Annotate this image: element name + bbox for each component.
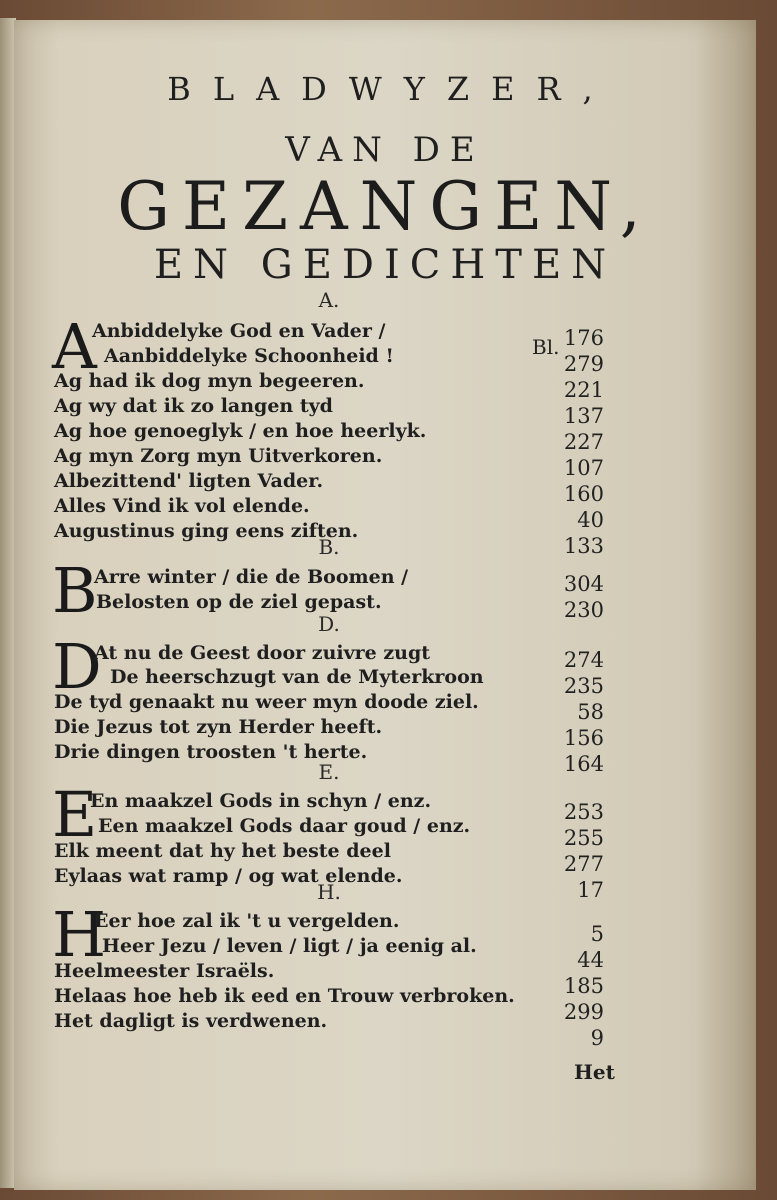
index-entry: Augustinus ging eens ziften. xyxy=(54,520,359,542)
page-number: 5 xyxy=(590,922,604,946)
page-number: 17 xyxy=(577,878,604,902)
index-entry: Ag myn Zorg myn Uitverkoren. xyxy=(54,445,383,467)
index-entry: At nu de Geest door zuivre zugt xyxy=(94,642,431,664)
index-entry: Ag had ik dog myn begeeren. xyxy=(54,370,365,392)
index-entry: Eer hoe zal ik 't u vergelden. xyxy=(94,910,400,932)
drop-cap-e: E xyxy=(52,778,98,851)
catchword: Het xyxy=(574,1060,615,1084)
title-gezangen: GEZANGEN, xyxy=(117,168,653,245)
title-van-de: VAN DE xyxy=(285,130,485,170)
section-letter-d: D. xyxy=(318,612,340,636)
section-letter-h: H. xyxy=(317,880,341,904)
page-number: 107 xyxy=(563,456,604,480)
section-letter-a: A. xyxy=(318,288,340,312)
index-entry: Die Jezus tot zyn Herder heeft. xyxy=(54,716,383,738)
index-entry: Drie dingen troosten 't herte. xyxy=(54,741,368,763)
page-number: 304 xyxy=(563,572,604,596)
index-entry: Ag hoe genoeglyk / en hoe heerlyk. xyxy=(54,420,427,442)
index-entry: Arre winter / die de Boomen / xyxy=(94,566,409,588)
index-entry: De tyd genaakt nu weer myn doode ziel. xyxy=(54,691,479,713)
page-number: 253 xyxy=(563,800,604,824)
page-number: 255 xyxy=(563,826,604,850)
index-entry: Aanbiddelyke Schoonheid ! xyxy=(104,345,394,367)
index-entry: Ag wy dat ik zo langen tyd xyxy=(54,395,333,417)
page-number: 227 xyxy=(563,430,604,454)
title-en-gedichten: EN GEDICHTEN xyxy=(153,242,617,288)
page-number: 230 xyxy=(563,598,604,622)
page-number: 299 xyxy=(563,1000,604,1024)
page-number: 40 xyxy=(577,508,604,532)
index-entry: Een maakzel Gods daar goud / enz. xyxy=(98,815,471,837)
section-letter-b: B. xyxy=(318,535,340,559)
page-number: 274 xyxy=(563,648,604,672)
page-number: 277 xyxy=(563,852,604,876)
page-number: 44 xyxy=(577,948,604,972)
drop-cap-a: A xyxy=(52,310,97,383)
index-entry: Belosten op de ziel gepast. xyxy=(96,591,382,613)
page-number: 133 xyxy=(563,534,604,558)
index-entry: De heerschzugt van de Myterkroon xyxy=(110,666,484,688)
drop-cap-h: H xyxy=(52,898,107,971)
page-number: 279 xyxy=(563,352,604,376)
drop-cap-b: B xyxy=(52,554,98,627)
page-number: 221 xyxy=(563,378,604,402)
index-entry: Heer Jezu / leven / ligt / ja eenig al. xyxy=(102,935,477,957)
page-number: 137 xyxy=(563,404,604,428)
page-number: 176 xyxy=(563,326,604,350)
page-number: 160 xyxy=(563,482,604,506)
page xyxy=(14,20,756,1190)
index-entry: Het dagligt is verdwenen. xyxy=(54,1010,328,1032)
page-label-bl: Bl. xyxy=(532,335,560,359)
page-number: 156 xyxy=(563,726,604,750)
page-number: 58 xyxy=(577,700,604,724)
title-bladwyzer: BLADWYZER, xyxy=(167,70,615,108)
index-entry: Helaas hoe heb ik eed en Trouw verbroken. xyxy=(54,985,515,1007)
drop-cap-d: D xyxy=(52,630,102,703)
index-entry: En maakzel Gods in schyn / enz. xyxy=(90,790,432,812)
page-number: 185 xyxy=(563,974,604,998)
page-number: 9 xyxy=(590,1026,604,1050)
index-entry: Anbiddelyke God en Vader / xyxy=(92,320,386,342)
index-entry: Heelmeester Israëls. xyxy=(54,960,275,982)
index-entry: Elk meent dat hy het beste deel xyxy=(54,840,391,862)
index-entry: Eylaas wat ramp / og wat elende. xyxy=(54,865,403,887)
index-entry: Alles Vind ik vol elende. xyxy=(54,495,310,517)
page-number: 235 xyxy=(563,674,604,698)
page-number: 164 xyxy=(563,752,604,776)
index-entry: Albezittend' ligten Vader. xyxy=(54,470,324,492)
section-letter-e: E. xyxy=(318,760,340,784)
